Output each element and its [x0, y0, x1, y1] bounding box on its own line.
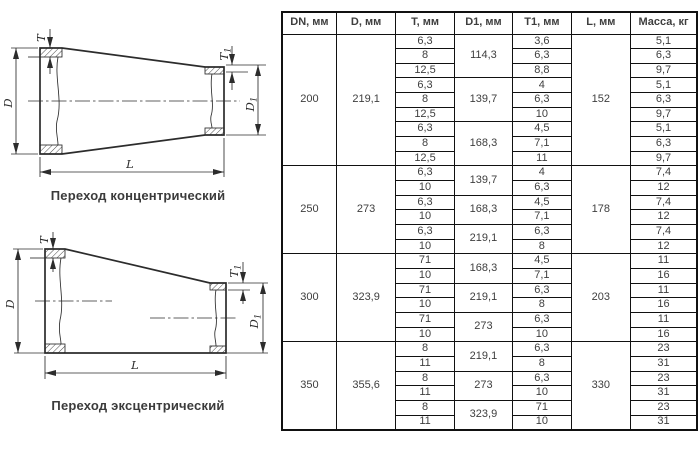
cell-mass: 11: [631, 312, 698, 327]
label-t: T: [34, 34, 48, 42]
cell-mass: 23: [631, 371, 698, 386]
cell-t: 11: [396, 415, 454, 430]
cell-mass: 9,7: [631, 107, 698, 122]
cell-mass: 12: [631, 239, 698, 254]
cell-t1: 10: [513, 415, 571, 430]
table-row: [282, 34, 697, 49]
cell-l: 330: [571, 342, 630, 430]
cell-dn: 250: [282, 166, 336, 254]
cell-mass: 12: [631, 210, 698, 225]
column-header: Масса, кг: [631, 12, 698, 34]
cell-t: 11: [396, 386, 454, 401]
cell-t: 8: [396, 342, 454, 357]
cell-t1: 6,3: [513, 312, 571, 327]
cell-mass: 5,1: [631, 78, 698, 93]
cell-t: 8: [396, 93, 454, 108]
cell-mass: 7,4: [631, 225, 698, 240]
cell-t1: 4: [513, 166, 571, 181]
cell-dn: 200: [282, 34, 336, 166]
cell-d1: 114,3: [454, 34, 512, 78]
cell-mass: 7,4: [631, 166, 698, 181]
cell-mass: 23: [631, 342, 698, 357]
cell-d1: 139,7: [454, 78, 512, 122]
cell-t: 10: [396, 269, 454, 284]
concentric-reducer-drawing: [0, 16, 272, 184]
cell-t1: 8,8: [513, 63, 571, 78]
cell-d: 273: [336, 166, 395, 254]
cell-t1: 8: [513, 356, 571, 371]
cell-d: 355,6: [336, 342, 395, 430]
table-header: [282, 12, 697, 34]
dimensions-table: [281, 11, 698, 431]
figure-eccentric-reducer: [0, 224, 272, 401]
figure-concentric-reducer: [0, 16, 272, 189]
cell-t: 8: [396, 137, 454, 152]
label-t: T: [37, 236, 51, 244]
cell-t1: 4,5: [513, 254, 571, 269]
cell-t: 71: [396, 283, 454, 298]
cell-d1: 219,1: [454, 225, 512, 254]
label-t1: $T_1$: [227, 264, 244, 278]
cell-t: 71: [396, 254, 454, 269]
cell-t: 12,5: [396, 151, 454, 166]
cell-d: 323,9: [336, 254, 395, 342]
eccentric-caption: Переход эксцентрический: [51, 398, 225, 413]
cell-mass: 9,7: [631, 151, 698, 166]
spec-table-body: [282, 34, 697, 430]
cell-mass: 5,1: [631, 122, 698, 137]
cell-mass: 11: [631, 283, 698, 298]
cell-d: 219,1: [336, 34, 395, 166]
column-header: L, мм: [571, 12, 630, 34]
cell-t1: 8: [513, 239, 571, 254]
column-header: T, мм: [396, 12, 454, 34]
cell-t: 8: [396, 49, 454, 64]
cell-t: 12,5: [396, 107, 454, 122]
cell-mass: 6,3: [631, 137, 698, 152]
cell-t1: 10: [513, 386, 571, 401]
cell-t: 6,3: [396, 122, 454, 137]
cell-t1: 4: [513, 78, 571, 93]
cell-d1: 139,7: [454, 166, 512, 195]
break-lines: [59, 258, 216, 346]
cell-t: 6,3: [396, 166, 454, 181]
cell-t1: 6,3: [513, 225, 571, 240]
cell-t: 71: [396, 312, 454, 327]
table-row: [282, 254, 697, 269]
table-row: [282, 342, 697, 357]
cell-t: 6,3: [396, 34, 454, 49]
cell-t1: 6,3: [513, 371, 571, 386]
cell-t1: 6,3: [513, 93, 571, 108]
cell-d1: 168,3: [454, 122, 512, 166]
cell-mass: 12: [631, 181, 698, 196]
cell-t: 10: [396, 327, 454, 342]
dimension-l: [45, 356, 226, 379]
cell-d1: 323,9: [454, 400, 512, 429]
cell-d1: 273: [454, 312, 512, 341]
table-row: [282, 166, 697, 181]
cell-t1: 10: [513, 107, 571, 122]
cell-d1: 219,1: [454, 283, 512, 312]
cell-t: 10: [396, 298, 454, 313]
cell-mass: 31: [631, 386, 698, 401]
cell-t: 10: [396, 239, 454, 254]
cell-l: 178: [571, 166, 630, 254]
cell-dn: 350: [282, 342, 336, 430]
cell-mass: 11: [631, 254, 698, 269]
cell-d1: 168,3: [454, 254, 512, 283]
cell-t: 6,3: [396, 195, 454, 210]
cell-t1: 71: [513, 400, 571, 415]
label-t1: $T_1$: [217, 47, 234, 61]
cell-mass: 9,7: [631, 63, 698, 78]
cell-t: 10: [396, 181, 454, 196]
cell-mass: 5,1: [631, 34, 698, 49]
cell-mass: 16: [631, 327, 698, 342]
column-header: DN, мм: [282, 12, 336, 34]
label-d1: $D_1$: [243, 96, 260, 112]
column-header: D, мм: [336, 12, 395, 34]
cell-t1: 7,1: [513, 210, 571, 225]
cell-mass: 6,3: [631, 49, 698, 64]
cell-l: 152: [571, 34, 630, 166]
cell-t: 6,3: [396, 225, 454, 240]
cell-t1: 6,3: [513, 181, 571, 196]
cell-mass: 6,3: [631, 93, 698, 108]
cell-t: 11: [396, 356, 454, 371]
cell-t1: 8: [513, 298, 571, 313]
concentric-caption: Переход концентрический: [50, 188, 226, 203]
cell-d1: 219,1: [454, 342, 512, 371]
cell-t1: 4,5: [513, 122, 571, 137]
label-l: L: [126, 157, 134, 171]
cell-l: 203: [571, 254, 630, 342]
cell-t: 12,5: [396, 63, 454, 78]
cell-t1: 10: [513, 327, 571, 342]
cell-d1: 168,3: [454, 195, 512, 224]
cell-t1: 6,3: [513, 342, 571, 357]
cell-t1: 7,1: [513, 137, 571, 152]
cell-t: 10: [396, 210, 454, 225]
label-d: D: [3, 299, 17, 309]
header-row: [282, 12, 697, 34]
label-d1: $D_1$: [247, 313, 264, 329]
cell-mass: 23: [631, 400, 698, 415]
cell-t1: 11: [513, 151, 571, 166]
cell-t: 6,3: [396, 78, 454, 93]
label-d: D: [1, 98, 15, 108]
cell-dn: 300: [282, 254, 336, 342]
cell-d1: 273: [454, 371, 512, 400]
cell-t: 8: [396, 371, 454, 386]
cell-t1: 3,6: [513, 34, 571, 49]
column-header: T1, мм: [513, 12, 571, 34]
cell-mass: 31: [631, 356, 698, 371]
label-l: L: [131, 358, 139, 372]
cell-mass: 7,4: [631, 195, 698, 210]
cell-t: 8: [396, 400, 454, 415]
cell-t1: 6,3: [513, 283, 571, 298]
cell-mass: 16: [631, 269, 698, 284]
cell-mass: 31: [631, 415, 698, 430]
cell-t1: 6,3: [513, 49, 571, 64]
cell-mass: 16: [631, 298, 698, 313]
cell-t1: 7,1: [513, 269, 571, 284]
eccentric-reducer-drawing: [0, 224, 272, 396]
cell-t1: 4,5: [513, 195, 571, 210]
column-header: D1, мм: [454, 12, 512, 34]
